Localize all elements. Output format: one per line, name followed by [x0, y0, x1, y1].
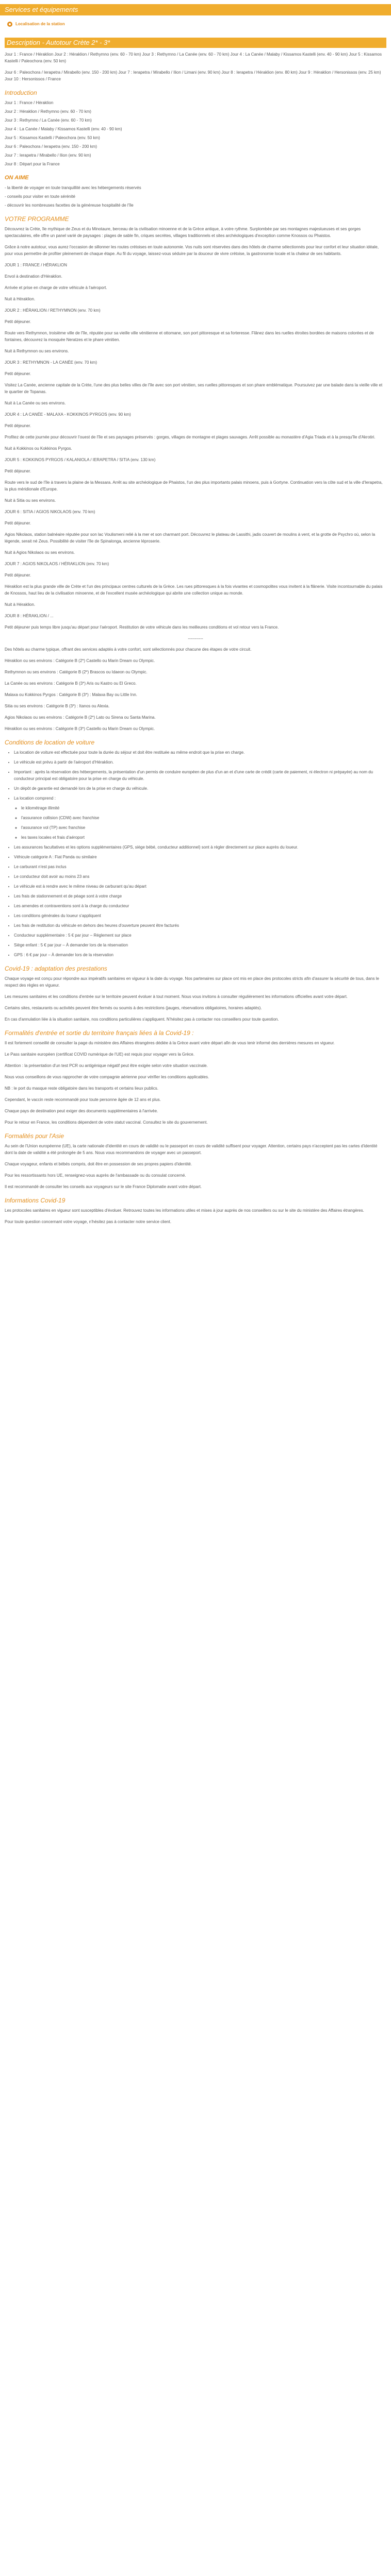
- paragraph: Nuit à Agios Nikolaos ou ses environs.: [5, 550, 75, 555]
- paragraph: Chaque pays de destination peut exiger des documents supplémentaires à l'arrivée.: [5, 1109, 158, 1113]
- condition-item: • Les conditions générales du loueur s'appliquent: [14, 912, 386, 919]
- condition-item: • Conducteur supplémentaire : 5 € par jour – Réglement sur place: [14, 932, 386, 939]
- condition-item: ◦ l'assurance vol (TP) avec franchise: [21, 824, 386, 831]
- paragraph: Route vers le sud de l'île à travers la plaine de la Messara. Arrêt au site archéologique de Phaistos, l'un des plus importants palais minoens, puis à Gortyne. Continuation vers la côte sud et la ville d'Ierapetra, la plus méridionale d'Europe.: [5, 480, 383, 492]
- paragraph: Nuit à Héraklion.: [5, 297, 36, 301]
- programme-title: VOTRE PROGRAMME: [5, 215, 69, 223]
- condition-item: • Les amendes et contraventions sont à la charge du conducteur: [14, 903, 386, 909]
- separator: -----------: [188, 636, 203, 641]
- paragraph: Le Pass sanitaire européen (certificat COVID numérique de l'UE) est requis pour voyager vers la Grèce.: [5, 1052, 194, 1057]
- paragraph: Jour 1 : France / Héraklion: [5, 100, 54, 105]
- paragraph: NB : le port du masque reste obligatoire dans les transports et certains lieux publics.: [5, 1086, 158, 1091]
- on-aime-list: [5, 184, 386, 209]
- paragraph: En cas d'annulation liée à la situation sanitaire, nos conditions particulières s'appliquent. N'hésitez pas à contacter nos conseillers pour toute question.: [5, 1017, 279, 1022]
- day-heading: JOUR 2 : HÉRAKLION / RETHYMNON (env. 70 km): [5, 308, 101, 313]
- paragraph: Petit déjeuner.: [5, 521, 31, 526]
- paragraph: Agios Nikolaos, station balnéaire réputée pour son lac Voulismeni relié à la mer et son charmant port. Découvrez le plateau de Lassithi, jadis couvert de moulins à vent, et la grotte de Psychro où, selon la légende, serait né Zeus. Possibilité de visiter l'île de Spinalonga, ancienne léproserie.: [5, 532, 376, 544]
- paragraph: Les protocoles sanitaires en vigueur sont susceptibles d'évoluer. Retrouvez toutes les informations utiles et mises à jour auprès de nos conseillers ou sur le site du ministère des Affaires étrangères.: [5, 1208, 364, 1213]
- paragraph: Nuit à Sitia ou ses environs.: [5, 498, 56, 503]
- condition-item: • Le carburant n'est pas inclus: [14, 863, 386, 870]
- paragraph: Nuit à Héraklion.: [5, 602, 36, 607]
- paragraph: Petit déjeuner.: [5, 319, 31, 324]
- formalities-block: [5, 1040, 386, 1126]
- condition-item: ◦ l'assurance collision (CDW) avec franchise: [21, 815, 386, 821]
- programme-intro: [5, 226, 386, 257]
- day-list: [5, 99, 386, 167]
- paragraph: - découvrir les nombreuses facettes de la généreuse hospitalité de l'île: [5, 203, 134, 208]
- paragraph: Profitez de cette journée pour découvrir l'ouest de l'île et ses paysages préservés : gorges, villages de montagne et plages sauvages. Arrêt possible au monastère d'Agia Triada et à la presqu'île d'Akrotiri.: [5, 435, 376, 439]
- condition-item: • Important : après la réservation des hébergements, la présentation d'un permis de conduire européen de plus d'un an et d'une carte de crédit (carte de paiement, ni électron ni prépayée) au nom du conducteur principal est obligatoire pour la prise en charge du véhicule.: [14, 769, 386, 782]
- paragraph: Petit déjeuner.: [5, 573, 31, 578]
- condition-item: • Siège enfant : 5 € par jour – À demander lors de la réservation: [14, 942, 386, 948]
- paragraph: Arrivée et prise en charge de votre véhicule à l'aéroport.: [5, 285, 107, 290]
- day-heading: JOUR 4 : LA CANÉE - MALAXA - KOKKINOS PYRGOS (env. 90 km): [5, 412, 131, 417]
- paragraph: Petit déjeuner.: [5, 469, 31, 473]
- paragraph: Jour 4 : La Canée / Malaby / Kissamos Kastelli (env. 40 - 90 km): [5, 127, 122, 131]
- intro-title: Introduction: [5, 89, 37, 96]
- day-heading: JOUR 1 : FRANCE / HÉRAKLION: [5, 263, 67, 267]
- paragraph: Petit déjeuner.: [5, 423, 31, 428]
- condition-item: • La location de voiture est effectuée pour toute la durée du séjour et doit être restituée au même endroit que la prise en charge.: [14, 749, 386, 756]
- covid-title: Covid-19 : adaptation des prestations: [5, 965, 107, 972]
- paragraph: Nous vous conseillons de vous rapprocher de votre compagnie aérienne pour vérifier les conditions applicables.: [5, 1075, 209, 1079]
- paragraph: Pour les ressortissants hors UE, renseignez-vous auprès de l'ambassade ou du consulat concerné.: [5, 1173, 186, 1178]
- paragraph: Grâce à notre autotour, vous aurez l'occasion de sillonner les routes crétoises en toute autonomie. Vos nuits sont réservées dans des hôtels de charme sélectionnés pour leur confort et leur situation idéale, pour vous permettre de profiter pleinement de chaque étape. Au fil du voyage, laissez-vous séduire par la douceur de vivre crétoise, la gastronomie locale et la chaleur de ses habitants.: [5, 245, 379, 256]
- paragraph: Agios Nikolaos ou ses environs : Catégorie B (2*) Lato ou Sirena ou Santa Marina.: [5, 715, 156, 720]
- condition-item: • Le véhicule est à rendre avec le même niveau de carburant qu'au départ: [14, 883, 386, 890]
- covid-block: [5, 975, 386, 1023]
- day-heading: JOUR 5 : KOKKINOS PYRGOS / KALANIOLA / IERAPETRA / SITIA (env. 130 km): [5, 457, 156, 462]
- paragraph: Jour 7 : Ierapetra / Mirabello / Ilion (env. 90 km): [5, 153, 91, 158]
- paragraph: Chaque voyage est conçu pour répondre aux impératifs sanitaires en vigueur à la date du voyage. Nos partenaires sur place ont mis en place des protocoles stricts afin d'assurer la sécurité de tous, dans le respect des règles en vigueur.: [5, 976, 379, 988]
- paragraph: Pour le retour en France, les conditions dépendent de votre statut vaccinal. Consultez le site du gouvernement.: [5, 1120, 208, 1125]
- page: [0, 4, 391, 1225]
- paragraph: La Canée ou ses environs : Catégorie B (3*) Aris ou Kastro ou El Greco.: [5, 681, 137, 686]
- condition-item: • Les frais de stationnement et de péage sont à votre charge: [14, 893, 386, 900]
- conditions-list: [5, 749, 386, 958]
- condition-item: • Les assurances facultatives et les options supplémentaires (GPS, siège bébé, conducteur additionnel) sont à régler directement sur place auprès du loueur.: [14, 844, 386, 851]
- info-block: [5, 1207, 386, 1225]
- condition-item: • Le conducteur doit avoir au moins 23 ans: [14, 873, 386, 880]
- paragraph: Nuit à Rethymnon ou ses environs.: [5, 349, 69, 353]
- paragraph: Découvrez la Crète, île mythique de Zeus et du Minotaure, berceau de la civilisation minoenne et de la Grèce antique, à votre rythme. Surplombée par ses montagnes majestueuses et ses gorges spectaculaires, elle offre un panel varié de paysages : plages de sable fin, criques secrètes, villages traditionnels et sites archéologiques d'exception comme Knossos ou Phaistos.: [5, 227, 361, 238]
- paragraph: Malaxa ou Kokkinos Pyrgos : Catégorie B (3*) : Malaxa Bay ou Little Inn.: [5, 692, 138, 697]
- asia-block: [5, 1143, 386, 1190]
- paragraph: Attention : la présentation d'un test PCR ou antigénique négatif peut être exigée selon votre situation vaccinale.: [5, 1063, 208, 1068]
- paragraph: Des hôtels au charme typique, offrant des services adaptés à votre confort, sont sélectionnés pour chacune des étapes de votre circuit.: [5, 647, 252, 652]
- condition-item: • Le véhicule est prévu à partir de l'aéroport d'Héraklion.: [14, 759, 386, 766]
- paragraph: Héraklion ou ses environs : Catégorie B (3*) Castello ou Marin Dream ou Olympic.: [5, 726, 155, 731]
- paragraph: Route vers Rethymnon, troisième ville de l'île, réputée pour sa vieille ville vénitienne et ottomane, son port pittoresque et sa forteresse. Flânez dans les ruelles étroites bordées de maisons colorées et de fontaines, découvrez la mosquée Neratzes et le phare vénitien.: [5, 331, 374, 342]
- paragraph: Cependant, le vaccin reste recommandé pour toute personne âgée de 12 ans et plus.: [5, 1097, 161, 1102]
- paragraph: Jour 3 : Rethymno / La Canée (env. 60 - 70 km): [5, 118, 92, 123]
- paragraph: Petit déjeuner.: [5, 371, 31, 376]
- paragraph: Nuit à La Canée ou ses environs.: [5, 401, 66, 405]
- paragraph: Nuit à Kokkinos ou Kokkinos Pyrgos.: [5, 446, 72, 451]
- location-link-label[interactable]: Localisation de la station: [15, 22, 65, 26]
- paragraph: - la liberté de voyager en toute tranquillité avec les hébergements réservés: [5, 185, 141, 190]
- day-heading: JOUR 3 : RETHYMNON - LA CANÉE (env. 70 km): [5, 360, 97, 365]
- condition-item: ◦ le kilométrage illimité: [21, 805, 386, 811]
- day-heading: JOUR 8 : HÉRAKLION / ...: [5, 614, 54, 618]
- condition-item: • Véhicule catégorie A : Fiat Panda ou similaire: [14, 854, 386, 860]
- paragraph: Jour 5 : Kissamos Kastelli / Paleochora (env. 50 km): [5, 135, 100, 140]
- conditions-title: Conditions de location de voiture: [5, 739, 95, 746]
- map-pin-icon: [7, 22, 12, 27]
- paragraph: Petit déjeuner puis temps libre jusqu'au départ pour l'aéroport. Restitution de votre véhicule dans les meilleures conditions et vol retour vers la France.: [5, 625, 279, 630]
- paragraph: Il est recommandé de consulter les conseils aux voyageurs sur le site France Diplomatie avant votre départ.: [5, 1184, 202, 1189]
- on-aime-title: ON AIME: [5, 175, 29, 181]
- closing-block: [5, 646, 386, 732]
- paragraph: Au sein de l'Union européenne (UE), la carte nationale d'identité en cours de validité ou le passeport en cours de validité suffisent pour voyager. Attention, certains pays n'acceptent pas les cartes d'identité dont la date de validité a été prolongée de 5 ans. Nous vous recommandons de voyager avec un passeport.: [5, 1144, 378, 1155]
- page-title-bar: Services et équipements: [0, 4, 391, 15]
- paragraph: Sitia ou ses environs : Catégorie B (3*) : Itanos ou Alexia.: [5, 704, 110, 708]
- paragraph: Héraklion est la plus grande ville de Crète et l'un des principaux centres culturels de la Grèce. Les rues pittoresques à la fois vivantes et cosmopolites vous invitent à la flânerie. Visite incontournable du palais de Knossos, haut lieu de la civilisation minoenne, et de l'excellent musée archéologique qui abrite une collection unique au monde.: [5, 584, 383, 596]
- paragraph: Les mesures sanitaires et les conditions d'entrée sur le territoire peuvent évoluer à tout moment. Nous vous invitons à consulter régulièrement les informations officielles avant votre départ.: [5, 994, 348, 999]
- paragraph: Pour toute question concernant votre voyage, n'hésitez pas à contacter notre service client.: [5, 1219, 172, 1224]
- condition-item: • Les frais de restitution du véhicule en dehors des heures d'ouverture peuvent être facturés: [14, 922, 386, 929]
- paragraph: Jour 1 : France / Héraklion Jour 2 : Héraklion / Rethymno (env. 60 - 70 km) Jour 3 : Rethymno / La Canée (env. 60 - 70 km) Jour 4 : La Canée / Malaby / Kissamos Kastelli (env. 40 - 90 km) Jour 5 : Kissamos Kastelli / Paleochora (env. 50 km): [5, 52, 382, 63]
- day-heading: JOUR 7 : AGIOS NIKOLAOS / HÉRAKLION (env. 70 km): [5, 562, 109, 566]
- paragraph: Il est fortement conseillé de consulter la page du ministère des Affaires étrangères dédiée à la Grèce avant votre départ afin de vous tenir informé des dernières mesures en vigueur.: [5, 1041, 335, 1045]
- location-link[interactable]: [0, 15, 391, 30]
- paragraph: Jour 2 : Héraklion / Rethymno (env. 60 - 70 km): [5, 109, 91, 114]
- description-title: Description - Autotour Crète 2* - 3*: [5, 38, 386, 48]
- condition-item: • GPS : 6 € par jour – À demander lors de la réservation: [14, 952, 386, 958]
- day-heading: JOUR 6 : SITIA / AGIOS NIKOLAOS (env. 70 km): [5, 510, 95, 514]
- asia-title: Formalités pour l'Asie: [5, 1132, 64, 1140]
- condition-item: • La location comprend :: [14, 795, 386, 802]
- condition-item: ◦ les taxes locales et frais d'aéroport: [21, 834, 386, 841]
- formalities-title: Formalités d'entrée et sortie du territoire français liées à la Covid-19 :: [5, 1029, 194, 1037]
- paragraph: Visitez La Canée, ancienne capitale de la Crète, l'une des plus belles villes de l'île avec son port vénitien, ses ruelles pittoresques et son phare emblématique. Poursuivez par une balade dans la vieille ville et le quartier de Topanas.: [5, 383, 383, 394]
- condition-item: • Un dépôt de garantie est demandé lors de la prise en charge du véhicule.: [14, 785, 386, 792]
- info-title: Informations Covid-19: [5, 1197, 66, 1204]
- paragraph: - conseils pour visiter en toute sérénité: [5, 194, 75, 199]
- paragraph: Certains sites, restaurants ou activités peuvent être fermés ou soumis à des restrictions (jauges, réservations obligatoires, horaires adaptés).: [5, 1006, 262, 1010]
- overview-block: [5, 51, 386, 82]
- days: [5, 262, 386, 631]
- paragraph: Héraklion ou ses environs : Catégorie B (2*) Castello ou Marin Dream ou Olympic.: [5, 658, 155, 663]
- paragraph: Jour 6 : Paleochora / Ierapetra / Mirabello (env. 150 - 200 km) Jour 7 : Ierapetra / Mirabello / Ilion / Limani (env. 90 km) Jour 8 : Ierapetra / Héraklion (env. 80 km) Jour 9 : Héraklion / Hersonissos (env. 25 km) Jour 10 : Hersonissos / France: [5, 70, 381, 81]
- paragraph: Jour 8 : Départ pour la France: [5, 162, 60, 166]
- paragraph: Envol à destination d'Héraklion.: [5, 274, 62, 279]
- paragraph: Chaque voyageur, enfants et bébés compris, doit être en possession de ses propres papiers d'identité.: [5, 1162, 192, 1166]
- paragraph: Jour 6 : Paleochora / Ierapetra (env. 150 - 200 km): [5, 144, 97, 149]
- paragraph: Rethymnon ou ses environs : Catégorie B (2*) Brascos ou Idaeon ou Olympic.: [5, 670, 148, 674]
